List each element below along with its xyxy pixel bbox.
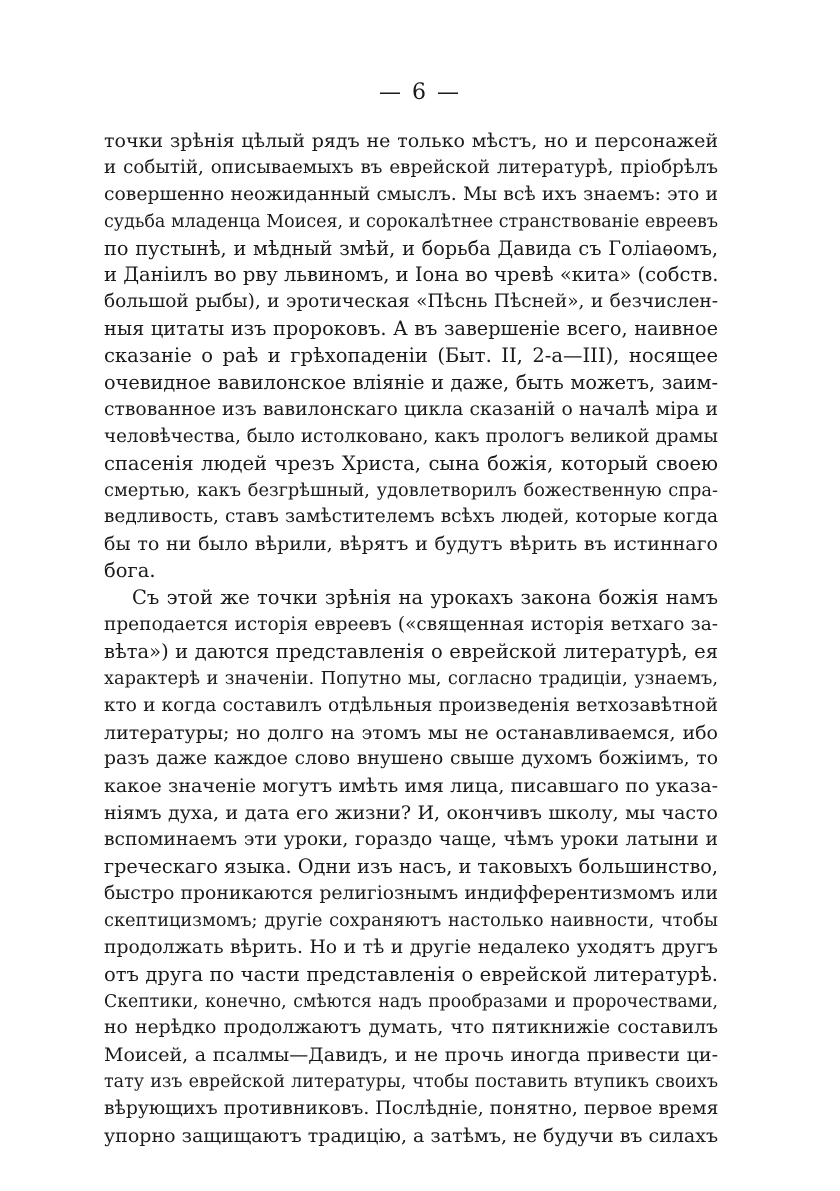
- text-line: упорно защищаютъ традицію, а затѣмъ, не будучи въ силахъ: [104, 1124, 719, 1147]
- text-line: греческаго языка. Одни изъ насъ, и таковыхъ большинство,: [104, 855, 718, 879]
- text-line: бы то ни было вѣрили, вѣрятъ и будутъ вѣрить въ истиннаго: [104, 533, 718, 556]
- text-line: разъ даже каждое слово внушено свыше духомъ божіимъ, то: [104, 748, 718, 770]
- page-number-header: — 6 —: [379, 80, 461, 105]
- text-line: вспоминаемъ эти уроки, гораздо чаще, чѣмъ уроки латыни и: [104, 829, 718, 851]
- text-line: быстро проникаются религіознымъ индифферентизмомъ или: [104, 882, 718, 904]
- text-line: совершенно неожиданный смыслъ. Мы всѣ ихъ знаемъ: это и: [104, 183, 718, 205]
- text-line: по пустынѣ, и мѣдный змѣй, и борьба Давида съ Голіаѳомъ,: [104, 236, 718, 260]
- text-line: ствованное изъ вавилонскаго цикла сказаній о началѣ міра и: [104, 398, 718, 420]
- text-line: точки зрѣнія цѣлый рядъ не только мѣстъ, но и персонажей: [104, 130, 718, 152]
- text-line: смертью, какъ безгрѣшный, удовлетворилъ божественную спра-: [104, 480, 718, 501]
- text-line: бога.: [104, 559, 156, 583]
- text-line: отъ друга по части представленія о еврейской литературѣ.: [104, 962, 718, 986]
- text-line: литературы; но долго на этомъ мы не останавливаемся, ибо: [104, 721, 718, 744]
- text-line: Съ этой же точки зрѣнія на урокахъ закона божія намъ: [132, 586, 718, 610]
- text-line: тату изъ еврейской литературы, чтобы поставить втупикъ своихъ: [104, 1072, 718, 1093]
- text-line: продолжать вѣрить. Но и тѣ и другіе недалеко уходятъ другъ: [104, 936, 718, 958]
- text-line: ведливость, ставъ замѣстителемъ всѣхъ людей, которые когда: [104, 506, 718, 528]
- text-line: сказаніе о раѣ и грѣхопаденіи (Быт. II, 2-а—III), носящее: [104, 344, 718, 368]
- text-line: Моисей, а псалмы—Давидъ, и не прочь иногда привести ци-: [104, 1044, 718, 1067]
- text-line: характерѣ и значеніи. Попутно мы, согласно традиціи, узнаемъ,: [104, 668, 718, 689]
- text-line: спасенія людей чрезъ Христа, сына божія, который своею: [104, 451, 718, 475]
- text-line: ніямъ духа, и дата его жизни? И, окончивъ школу, мы часто: [104, 802, 718, 825]
- text-line: и Даніилъ во рву львиномъ, и Іона во чревѣ «кита» (собств.: [104, 263, 719, 287]
- text-line: большой рыбы), и эротическая «Пѣснь Пѣсней», и безчислен-: [104, 291, 718, 313]
- text-line: и событій, описываемыхъ въ еврейской литературѣ, пріобрѣлъ: [104, 156, 718, 178]
- text-line: Скептики, конечно, смѣются надъ прообразами и пророчествами,: [104, 991, 718, 1012]
- text-line: кто и когда составилъ отдѣльныя произведенія ветхозавѣтной: [104, 694, 718, 716]
- text-line: скептицизмомъ; другіе сохраняютъ настолько наивности, чтобы: [104, 910, 718, 931]
- text-line: но нерѣдко продолжаютъ думать, что пятикнижіе составилъ: [104, 1017, 718, 1039]
- text-line: ныя цитаты изъ пророковъ. А въ завершеніе всего, наивное: [104, 317, 718, 341]
- text-line: преподается исторія евреевъ («священная исторія ветхаго за-: [104, 614, 718, 636]
- text-line: очевидное вавилонское вліяніе и даже, быть можетъ, заим-: [104, 371, 718, 395]
- text-line: вѣта») и даются представленія о еврейской литературѣ, ея: [104, 639, 718, 663]
- text-line: вѣрующихъ противниковъ. Послѣдніе, понятно, первое время: [104, 1098, 719, 1120]
- page-body-text: [104, 128, 718, 1150]
- text-line: человѣчества, было истолковано, какъ прологъ великой драмы: [104, 425, 718, 447]
- text-line: какое значеніе могутъ имѣть имя лица, писавшаго по указа-: [104, 775, 718, 798]
- text-line: судьба младенца Моисея, и сорокалѣтнее странствованіе евреевъ: [104, 211, 718, 232]
